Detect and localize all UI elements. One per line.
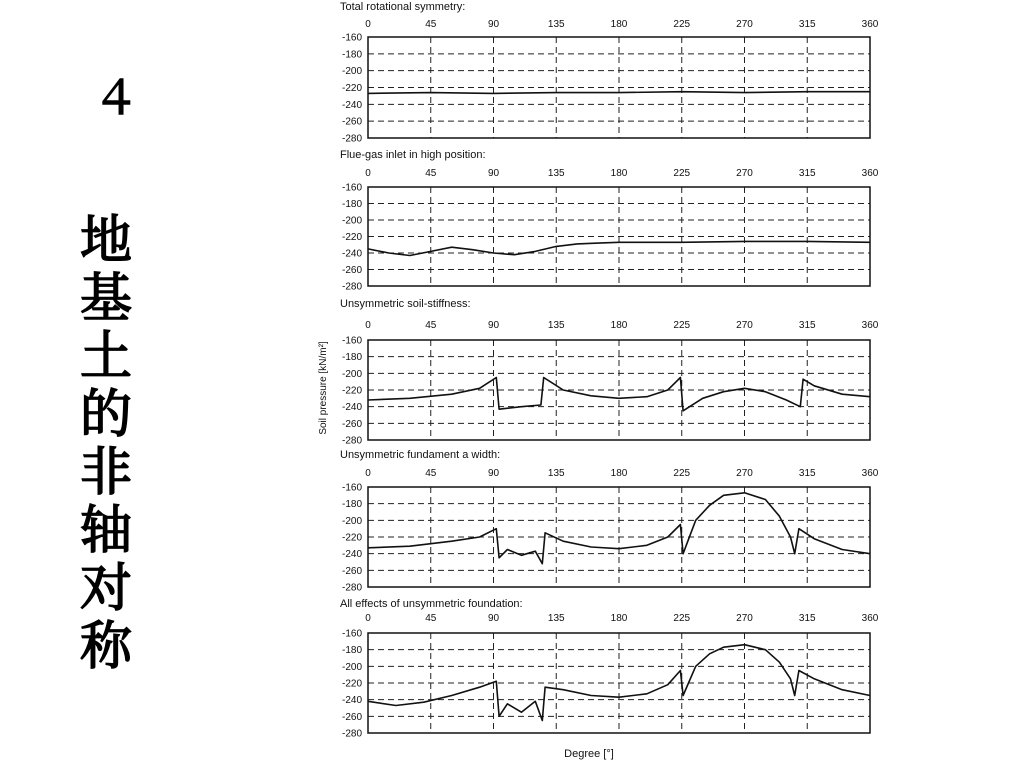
x-tick-label: 360 <box>861 168 879 179</box>
x-tick-label: 180 <box>610 19 628 30</box>
slide-title-char: 的 <box>79 385 132 445</box>
x-axis-label: Degree [°] <box>564 748 614 760</box>
x-tick-label: 180 <box>610 168 628 179</box>
y-axis-label: Soil pressure [kN/m²] <box>318 341 329 435</box>
y-tick-label: -240 <box>341 402 362 414</box>
x-tick-label: 315 <box>798 320 816 331</box>
slide-title-char: 称 <box>79 617 132 677</box>
y-tick-label: -240 <box>341 549 362 561</box>
x-tick-label: 0 <box>365 168 371 179</box>
y-tick-label: -200 <box>341 368 362 380</box>
y-tick-label: -280 <box>341 582 362 594</box>
y-tick-label: -220 <box>341 232 362 243</box>
y-tick-label: -280 <box>341 435 362 447</box>
x-tick-label: 135 <box>547 468 565 479</box>
y-tick-label: -260 <box>341 565 362 577</box>
x-tick-label: 270 <box>736 320 753 331</box>
x-tick-label: 90 <box>487 613 500 624</box>
y-tick-label: -260 <box>341 418 362 430</box>
x-tick-label: 360 <box>861 19 879 30</box>
x-tick-label: 45 <box>425 613 437 624</box>
panel-title: Flue-gas inlet in high position: <box>340 149 486 161</box>
x-tick-label: 180 <box>610 613 628 624</box>
x-tick-label: 45 <box>425 19 437 30</box>
x-tick-label: 180 <box>610 320 628 331</box>
y-tick-label: -200 <box>341 215 362 227</box>
data-series-line <box>368 92 870 94</box>
x-tick-label: 315 <box>798 468 816 479</box>
y-tick-label: -160 <box>341 32 362 44</box>
y-tick-label: -260 <box>341 711 362 723</box>
y-tick-label: -280 <box>341 133 362 145</box>
x-tick-label: 315 <box>798 19 816 30</box>
slide-title-char: 土 <box>79 327 132 387</box>
y-tick-label: -160 <box>341 182 362 194</box>
y-tick-label: -220 <box>341 532 362 544</box>
x-tick-label: 0 <box>365 468 371 479</box>
y-tick-label: -160 <box>341 628 362 640</box>
x-tick-label: 90 <box>487 168 500 179</box>
x-tick-label: 45 <box>425 168 437 179</box>
y-tick-label: -200 <box>341 515 362 527</box>
y-tick-label: -180 <box>341 499 362 511</box>
x-tick-label: 360 <box>861 468 879 479</box>
x-tick-label: 315 <box>798 613 816 624</box>
y-tick-label: -180 <box>341 49 362 61</box>
y-tick-label: -180 <box>341 645 362 657</box>
panel-title: All effects of unsymmetric foundation: <box>340 598 523 610</box>
y-tick-label: -260 <box>341 116 362 128</box>
panel-title: Unsymmetric soil-stiffness: <box>340 298 471 310</box>
panel-title: Unsymmetric fundament a width: <box>340 449 501 461</box>
y-tick-label: -240 <box>341 99 362 111</box>
x-tick-label: 135 <box>547 168 565 179</box>
panel-title: Total rotational symmetry: <box>340 1 466 13</box>
x-tick-label: 0 <box>365 19 371 30</box>
x-tick-label: 135 <box>547 320 565 331</box>
x-tick-label: 225 <box>673 19 691 30</box>
x-tick-label: 135 <box>547 613 565 624</box>
y-tick-label: -160 <box>341 335 362 347</box>
y-tick-label: -280 <box>341 728 362 740</box>
x-tick-label: 45 <box>425 468 437 479</box>
x-tick-label: 45 <box>425 320 437 331</box>
x-tick-label: 0 <box>365 320 371 331</box>
y-tick-label: -200 <box>341 661 362 673</box>
y-tick-label: -280 <box>341 281 362 293</box>
y-tick-label: -240 <box>341 695 362 707</box>
y-tick-label: -220 <box>341 678 362 690</box>
x-tick-label: 225 <box>673 168 691 179</box>
y-tick-label: -240 <box>341 248 362 260</box>
x-tick-label: 270 <box>736 168 753 179</box>
y-tick-label: -220 <box>341 385 362 397</box>
x-tick-label: 90 <box>487 19 500 30</box>
x-tick-label: 135 <box>547 19 565 30</box>
y-tick-label: -160 <box>341 482 362 494</box>
y-tick-label: -200 <box>341 66 362 78</box>
slide-title-char: 基 <box>79 269 132 329</box>
x-tick-label: 225 <box>673 468 691 479</box>
x-tick-label: 225 <box>673 613 691 624</box>
slide-title-char: 对 <box>79 559 132 619</box>
x-tick-label: 360 <box>861 320 879 331</box>
x-tick-label: 270 <box>736 19 753 30</box>
y-tick-label: -260 <box>341 265 362 276</box>
y-tick-label: -220 <box>341 83 362 94</box>
slide-number: ４ <box>93 71 139 125</box>
x-tick-label: 270 <box>736 468 753 479</box>
y-tick-label: -180 <box>341 199 362 210</box>
slide-title-char: 非 <box>79 443 132 503</box>
slide-title-char: 地 <box>79 211 132 271</box>
x-tick-label: 360 <box>861 613 879 624</box>
x-tick-label: 180 <box>610 468 628 479</box>
x-tick-label: 225 <box>673 320 691 331</box>
x-tick-label: 90 <box>487 468 500 479</box>
y-tick-label: -180 <box>341 352 362 364</box>
x-tick-label: 270 <box>736 613 753 624</box>
x-tick-label: 90 <box>487 320 500 331</box>
x-tick-label: 315 <box>798 168 816 179</box>
x-tick-label: 0 <box>365 613 371 624</box>
slide-title-char: 轴 <box>79 501 132 561</box>
